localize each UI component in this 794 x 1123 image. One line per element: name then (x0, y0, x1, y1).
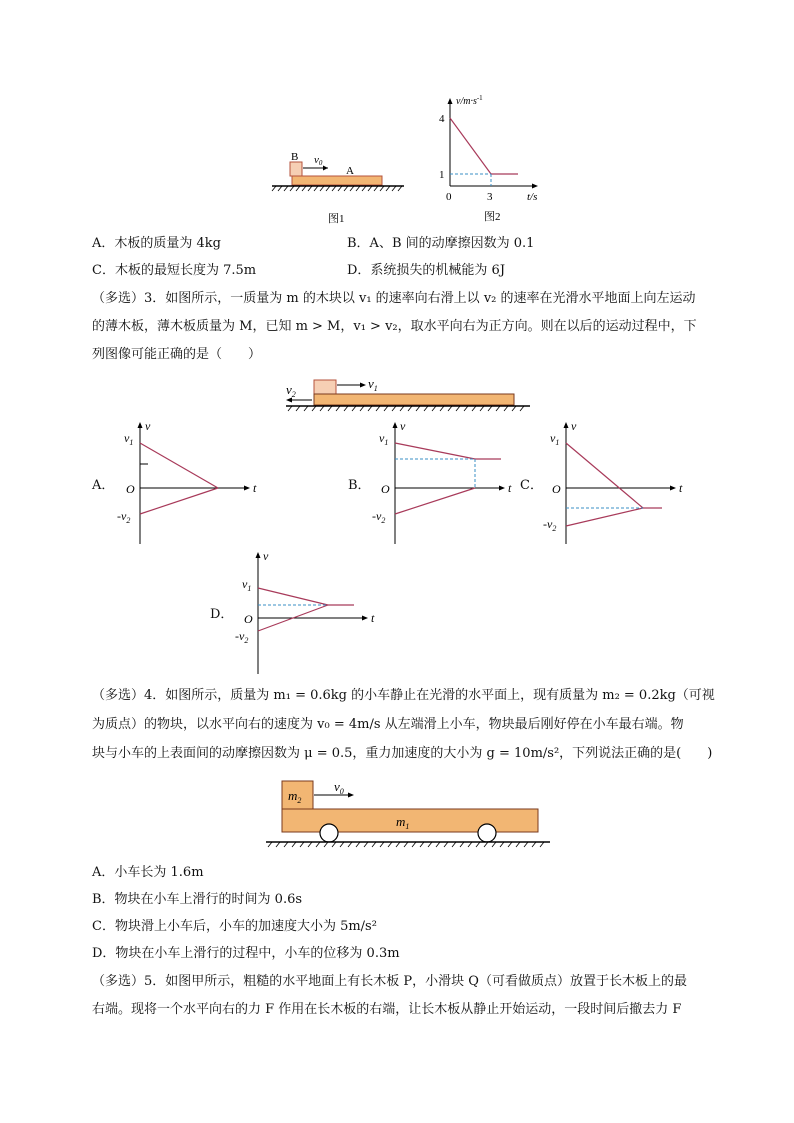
fig2-y1: 1 (439, 169, 445, 181)
q2-option-b: B．A、B 间的动摩擦因数为 0.1 (347, 236, 535, 251)
board-a-label: A (346, 165, 354, 177)
fig2-caption: 图2 (484, 211, 501, 223)
q4-line2: 为质点）的物块，以水平向右的速度为 v₀ = 4m/s 从左端滑上小车，物块最后刚好停在小车最右端。物 (92, 717, 684, 732)
svg-text:O: O (244, 612, 253, 626)
fig2-ylabel: $v/m\cdot s^{-1}$ (456, 94, 483, 107)
q3-line2: 的薄木板，薄木板质量为 M，已知 m > M，v₁ > v₂，取水平向右为正方向。则在以后的运动过程中，下 (92, 319, 697, 334)
fig2-y4: 4 (439, 113, 445, 125)
q3-v1-label: $v_1$ (368, 376, 378, 393)
fig2-x3: 3 (487, 191, 493, 203)
svg-text:-v2: $-v_2$ (543, 517, 557, 533)
svg-text:O: O (552, 482, 561, 496)
svg-text:t: t (371, 611, 375, 625)
q4-figure (262, 775, 554, 857)
svg-text:v1: $v_1$ (550, 431, 560, 447)
svg-text:O: O (126, 482, 135, 496)
q3-v2-label: $v_2$ (286, 382, 296, 399)
q3-graph-c (538, 418, 698, 546)
svg-text:v1: $v_1$ (379, 431, 389, 447)
fig1-caption: 图1 (328, 213, 345, 225)
q3-option-a-letter: A． (92, 478, 115, 493)
svg-text:v: v (263, 549, 269, 563)
q3-option-b-letter: B． (348, 478, 371, 493)
svg-text:v: v (400, 419, 406, 433)
svg-text:t: t (253, 481, 257, 495)
svg-text:-v2: $-v_2$ (372, 509, 386, 525)
fig2-xlabel: t/s (527, 191, 538, 203)
svg-text:v1: $v_1$ (124, 431, 134, 447)
q3-figure (280, 372, 535, 414)
q2-figure1 (270, 148, 410, 226)
svg-text:O: O (381, 482, 390, 496)
q4-line1: （多选）4．如图所示，质量为 m₁ = 0.6kg 的小车静止在光滑的水平面上，现有质量为 m₂ = 0.2kg（可视 (92, 688, 715, 703)
q3-graph-a (112, 418, 272, 546)
svg-text:t: t (508, 481, 512, 495)
q5-line1: （多选）5．如图甲所示，粗糙的水平地面上有长木板 P，小滑块 Q（可看做质点）放置于长木板上的最 (92, 974, 687, 989)
block-b-label: B (291, 151, 299, 163)
q3-graph-d (230, 548, 390, 676)
q4-v0-label: $v_0$ (334, 779, 344, 796)
q4-option-c: C．物块滑上小车后，小车的加速度大小为 5m/s² (92, 919, 377, 934)
q2-option-d: D．系统损失的机械能为 6J (347, 263, 506, 278)
svg-text:v1: $v_1$ (242, 577, 252, 593)
q4-option-a: A．小车长为 1.6m (92, 865, 204, 880)
q3-graph-b (367, 418, 527, 546)
q5-line2: 右端。现将一个水平向右的力 F 作用在长木板的右端，让长木板从静止开始运动，一段时间后撤去力 F (92, 1002, 682, 1017)
q4-option-b: B．物块在小车上滑行的时间为 0.6s (92, 892, 303, 907)
v0-label: v0 (314, 154, 323, 167)
svg-text:t: t (679, 481, 683, 495)
svg-text:v: v (145, 419, 151, 433)
q3-line3: 列图像可能正确的是（ ） (92, 347, 262, 362)
q4-m1-label: $m_1$ (396, 814, 410, 831)
q4-m2-label: $m_2$ (288, 788, 302, 805)
q2-option-a: A．木板的质量为 4kg (92, 236, 221, 251)
q3-line1: （多选）3．如图所示，一质量为 m 的木块以 v₁ 的速率向右滑上以 v₂ 的速率在光滑水平地面上向左运动 (92, 291, 696, 306)
q3-option-d-letter: D． (210, 607, 234, 622)
q4-option-d: D．物块在小车上滑行的过程中，小车的位移为 0.3m (92, 946, 400, 961)
svg-text:v: v (571, 419, 577, 433)
q2-figure2 (430, 90, 555, 226)
q3-option-c-letter: C． (520, 478, 543, 493)
svg-text:-v2: $-v_2$ (235, 629, 249, 645)
q4-line3: 块与小车的上表面间的动摩擦因数为 μ = 0.5，重力加速度的大小为 g = 10m/s²，下列说法正确的是( ) (92, 746, 713, 761)
svg-text:-v2: $-v_2$ (117, 509, 131, 525)
fig2-x0: 0 (446, 191, 452, 203)
q2-option-c: C．木板的最短长度为 7.5m (92, 263, 257, 278)
